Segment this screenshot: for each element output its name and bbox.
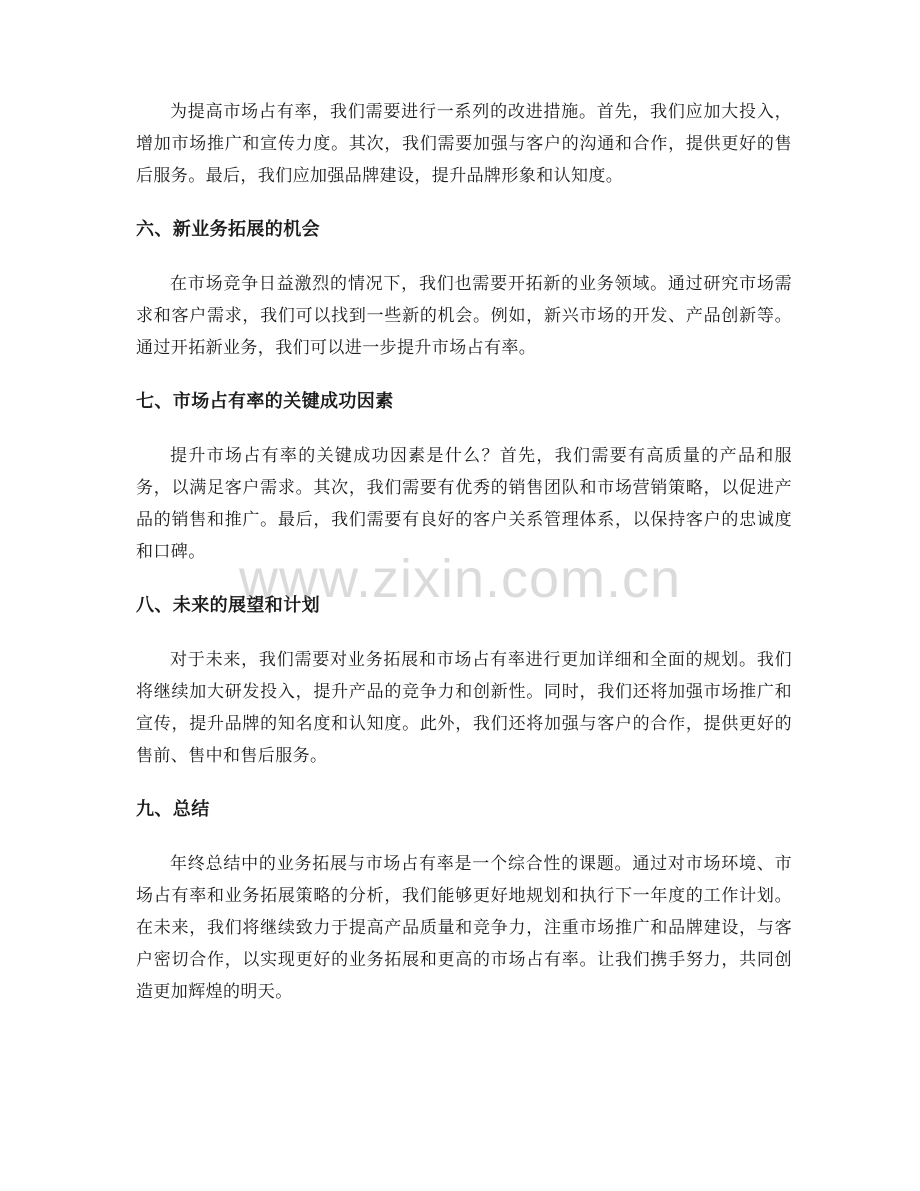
section-paragraph-7: 提升市场占有率的关键成功因素是什么？首先，我们需要有高质量的产品和服务，以满足客户需求。其次，我们需要有优秀的销售团队和市场营销策略，以促进产品的销售和推广。最后，我们需要有良好的客户关系管理体系，以保持客户的忠诚度和口碑。 [136, 446, 792, 562]
section-heading-8: 八、未来的展望和计划 [136, 595, 320, 616]
section-heading-9: 九、总结 [136, 799, 210, 820]
section-paragraph-6: 在市场竞争日益激烈的情况下，我们也需要开拓新的业务领域。通过研究市场需求和客户需求，我们可以找到一些新的机会。例如，新兴市场的开发、产品创新等。通过开拓新业务，我们可以进一步提升市场占有率。 [136, 274, 792, 358]
section-heading-7: 七、市场占有率的关键成功因素 [136, 391, 394, 412]
section-paragraph-8: 对于未来，我们需要对业务拓展和市场占有率进行更加详细和全面的规划。我们将继续加大研发投入，提升产品的竞争力和创新性。同时，我们还将加强市场推广和宣传，提升品牌的知名度和认知度。此外，我们还将加强与客户的合作，提供更好的售前、售中和售后服务。 [136, 650, 792, 766]
section-heading-6: 六、新业务拓展的机会 [136, 219, 320, 240]
section-paragraph-9: 年终总结中的业务拓展与市场占有率是一个综合性的课题。通过对市场环境、市场占有率和业务拓展策略的分析，我们能够更好地规划和执行下一年度的工作计划。在未来，我们将继续致力于提高产品质量和竞争力，注重市场推广和品牌建设，与客户密切合作，以实现更好的业务拓展和更高的市场占有率。让我们携手努力，共同创造更加辉煌的明天。 [136, 854, 792, 1002]
intro-paragraph: 为提高市场占有率，我们需要进行一系列的改进措施。首先，我们应加大投入，增加市场推广和宣传力度。其次，我们需要加强与客户的沟通和合作，提供更好的售后服务。最后，我们应加强品牌建设，提升品牌形象和认知度。 [136, 102, 792, 186]
watermark: www.zixin.com.cn [238, 549, 682, 609]
